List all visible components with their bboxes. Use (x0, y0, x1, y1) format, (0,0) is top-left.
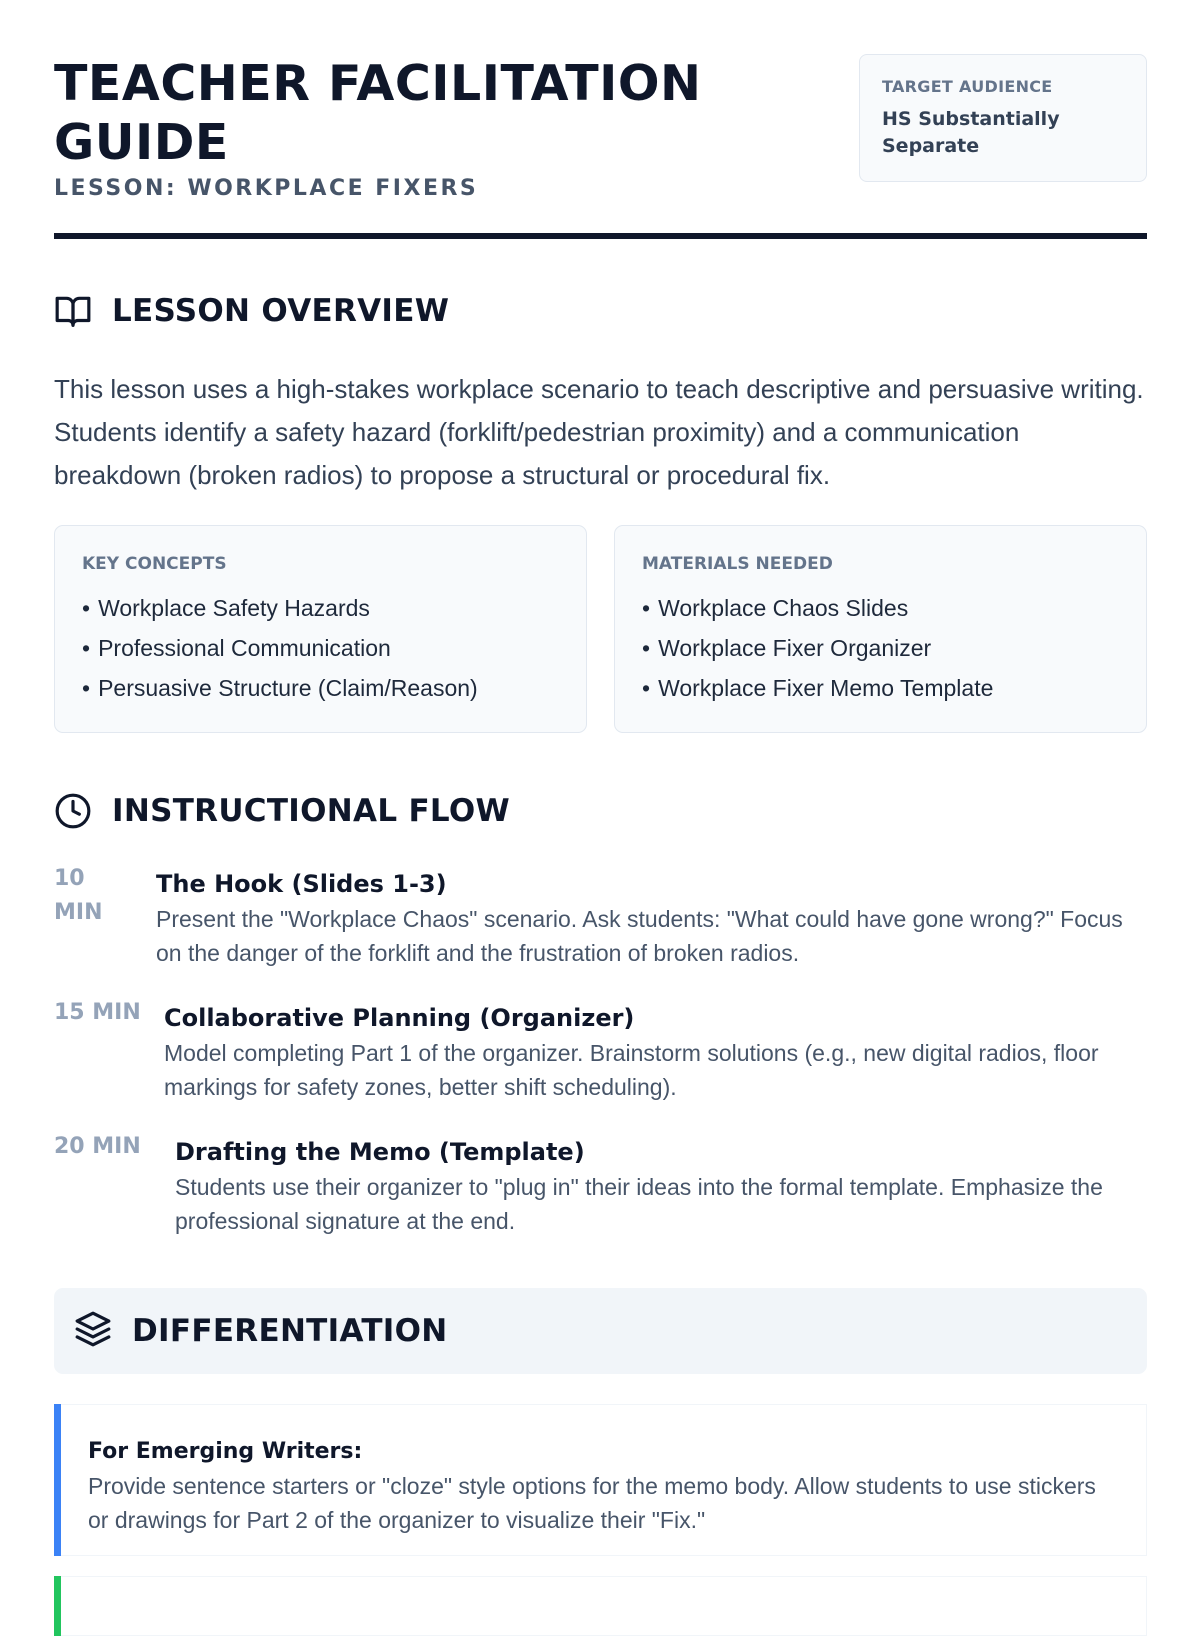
list-item: • Workplace Fixer Organizer (642, 635, 932, 661)
differentiation-emerging-writers (54, 1404, 1147, 1556)
flow-step-planning (54, 996, 1147, 1106)
materials-list (642, 588, 1120, 708)
flow-step-description: Model completing Part 1 of the organizer. Brainstorm solutions (e.g., new digital radios, floor markings for safety zones, better shift scheduling). (164, 1040, 1099, 1100)
header-divider (54, 233, 1147, 239)
differentiation-heading (54, 1288, 1147, 1374)
list-item: • Persuasive Structure (Claim/Reason) (82, 675, 478, 701)
key-concepts-list (82, 588, 560, 708)
differentiation-description: Provide sentence starters or "cloze" style options for the memo body. Allow students to use stickers or drawings for Part 2 of the organizer to visualize their "Fix." (88, 1473, 1096, 1533)
list-item: • Workplace Chaos Slides (642, 595, 909, 621)
flow-step-time: 20 MIN (54, 1134, 141, 1159)
lesson-overview-title: LESSON OVERVIEW (112, 293, 450, 329)
flow-step-time: 10 MIN (54, 866, 103, 925)
flow-step-drafting (54, 1130, 1147, 1240)
layers-icon (74, 1310, 112, 1353)
flow-step-body (175, 1130, 1145, 1238)
key-concepts-label: KEY CONCEPTS (82, 554, 227, 574)
materials-needed-label: MATERIALS NEEDED (642, 554, 833, 574)
differentiation-label: For Emerging Writers: (88, 1439, 363, 1464)
target-audience-box (859, 54, 1147, 182)
flow-step-description: Students use their organizer to "plug in" their ideas into the formal template. Emphasize the professional signature at the end. (175, 1174, 1103, 1234)
instructional-flow-title: INSTRUCTIONAL FLOW (112, 793, 511, 829)
page-title: TEACHER FACILITATION GUIDE (54, 55, 702, 171)
materials-needed-card (614, 525, 1147, 733)
differentiation-title: DIFFERENTIATION (132, 1313, 448, 1349)
lesson-overview-heading (54, 292, 449, 330)
lesson-subtitle: LESSON: WORKPLACE FIXERS (54, 176, 479, 201)
list-item: • Workplace Fixer Memo Template (642, 675, 994, 701)
clock-icon (54, 792, 92, 830)
key-concepts-card (54, 525, 587, 733)
flow-step-body (164, 996, 1144, 1104)
lesson-overview-text: This lesson uses a high-stakes workplace scenario to teach descriptive and persuasive writing. Students identify a safety hazard (forklift/pedestrian proximity) and a communication breakdown (broken radios) to propose a structural or procedural fix. (54, 374, 1144, 490)
flow-step-title: The Hook (Slides 1-3) (156, 870, 447, 898)
book-open-icon (54, 292, 92, 330)
facilitation-guide-page (54, 0, 1147, 1533)
target-audience-label: TARGET AUDIENCE (882, 77, 1053, 96)
instructional-flow-heading (54, 792, 510, 830)
guide-header (54, 0, 1147, 238)
accent-bar-green (54, 1576, 61, 1636)
flow-step-title: Drafting the Memo (Template) (175, 1138, 585, 1166)
flow-step-title: Collaborative Planning (Organizer) (164, 1004, 635, 1032)
target-audience-value: HS Substantially Separate (882, 108, 1060, 157)
list-item: • Workplace Safety Hazards (82, 595, 370, 621)
accent-bar-blue (54, 1404, 61, 1556)
flow-step-time: 15 MIN (54, 1000, 141, 1025)
flow-step-body (156, 862, 1141, 970)
flow-step-hook (54, 862, 1147, 972)
differentiation-next-item (54, 1576, 1147, 1636)
list-item: • Professional Communication (82, 635, 391, 661)
flow-step-description: Present the "Workplace Chaos" scenario. Ask students: "What could have gone wrong?" Focus on the danger of the forklift and the frustration of broken radios. (156, 906, 1123, 966)
